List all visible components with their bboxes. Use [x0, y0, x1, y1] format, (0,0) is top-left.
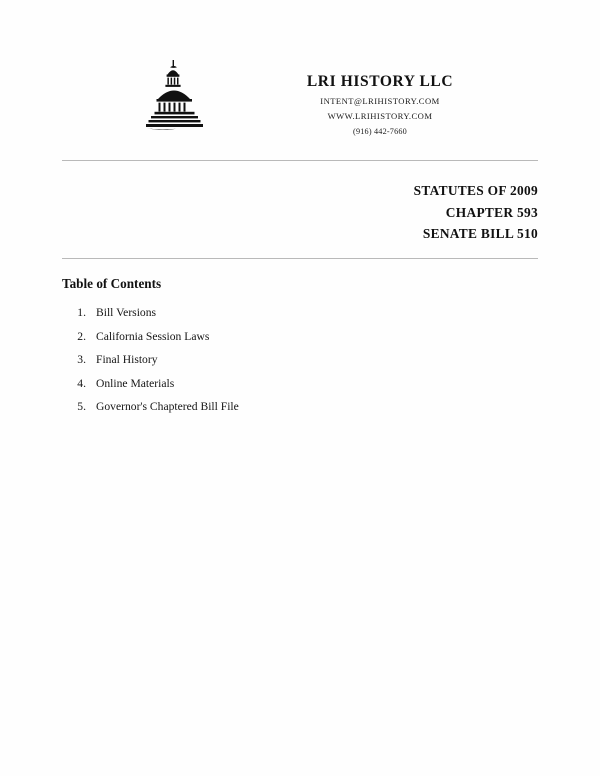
list-item	[62, 330, 538, 354]
letterhead-text	[222, 72, 538, 136]
list-item-label: Bill Versions	[96, 306, 157, 319]
chapter-line: CHAPTER 593	[445, 204, 538, 220]
list-item-number: 4.	[77, 376, 86, 390]
list-item	[62, 377, 538, 401]
list-item-number: 1.	[77, 306, 86, 319]
list-item	[62, 306, 538, 330]
list-item-label: Final History	[96, 353, 158, 366]
letterhead	[62, 58, 538, 148]
statutes-line: STATUTES OF 2009	[413, 183, 538, 198]
table-of-contents-list	[62, 306, 538, 424]
list-item	[62, 400, 538, 424]
company-phone: (916) 442-7660	[353, 127, 407, 137]
list-item-number: 3.	[77, 353, 86, 366]
list-item-label: Governor's Chaptered Bill File	[96, 400, 239, 413]
page-title: Table of Contents	[62, 276, 162, 291]
company-name: LRI HISTORY LLC	[306, 73, 454, 90]
divider-top	[62, 160, 538, 161]
title-block	[62, 180, 538, 245]
list-item-number: 5.	[77, 400, 86, 413]
company-email: INTENT@LRIHISTORY.COM	[320, 96, 440, 107]
list-item-number: 2.	[77, 329, 86, 343]
company-website: WWW.LRIHISTORY.COM	[327, 111, 433, 122]
capitol-dome-logo-icon	[142, 58, 208, 130]
list-item-label: Online Materials	[96, 376, 175, 390]
list-item-label: California Session Laws	[96, 329, 210, 343]
list-item	[62, 353, 538, 377]
divider-bottom	[62, 258, 538, 259]
bill-line: SENATE BILL 510	[422, 226, 538, 242]
